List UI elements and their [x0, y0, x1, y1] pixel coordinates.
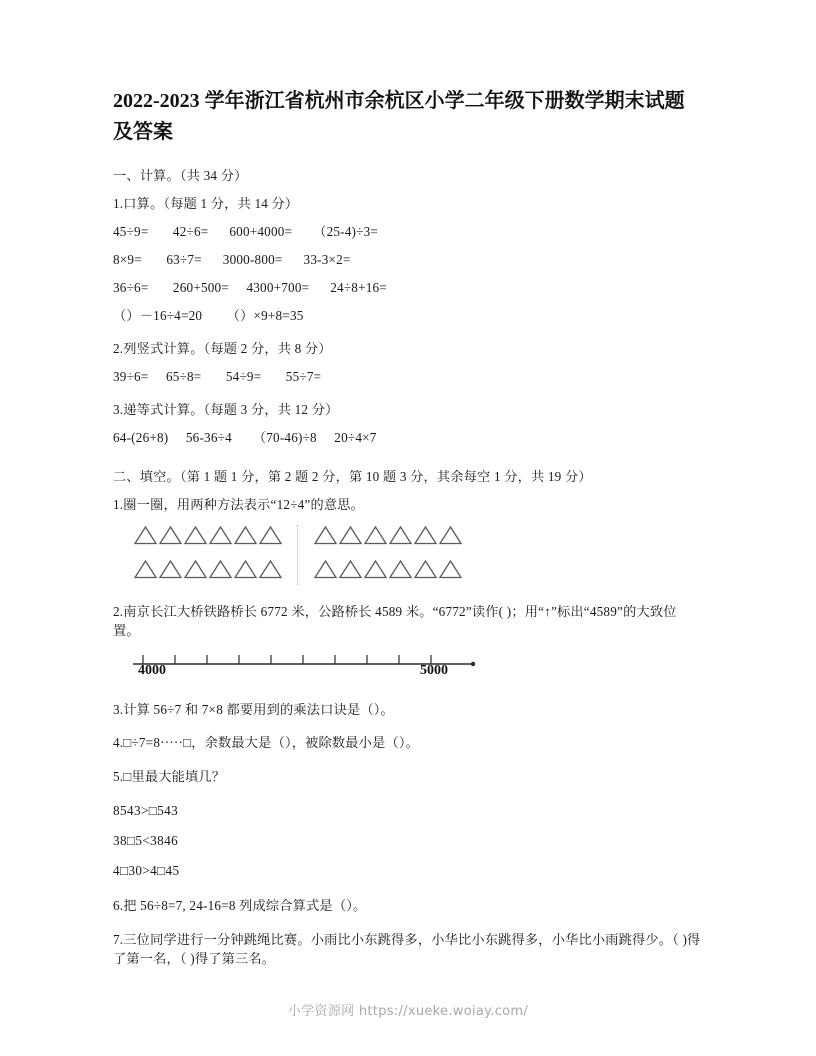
triangle-icon [233, 524, 258, 546]
triangle-icon [183, 524, 208, 546]
inequality-line-2: 38□5<3846 [113, 833, 179, 848]
question-3: 3.计算 56÷7 和 7×8 都要用到的乘法口诀是（）。 [113, 701, 394, 717]
triangle-icon [158, 558, 183, 580]
inequality-line-3: 4□30>4□45 [113, 863, 180, 878]
triangle-icon [363, 524, 388, 546]
page-title: 2022-2023 学年浙江省杭州市余杭区小学二年级下册数学期末试题及答案 [113, 90, 685, 143]
question-5: 5.□里最大能填几？ [113, 768, 226, 784]
oral-calc-row-1: 45÷9= 42÷6= 600+4000= （25-4)÷3= [113, 224, 379, 239]
question-6: 6.把 56÷8=7, 24-16=8 列成综合算式是（）。 [113, 898, 367, 913]
triangle-icon [438, 524, 463, 546]
triangle-icon [258, 524, 283, 546]
triangle-icon [183, 558, 208, 580]
oral-calc-row-4: （）－16÷4=20 （）×9+8=35 [113, 308, 304, 323]
triangle-icon [233, 558, 258, 580]
triangle-icon [133, 558, 158, 580]
number-line-end-label: 5000 [420, 662, 448, 678]
triangle-icon [313, 558, 338, 580]
group-divider [297, 525, 298, 585]
triangle-icon [438, 558, 463, 580]
vertical-calc-row-1: 39÷6= 65÷8= 54÷9= 55÷7= [113, 369, 322, 384]
triangle-icon [133, 524, 158, 546]
triangle-row [133, 558, 288, 586]
triangle-icon [208, 524, 233, 546]
triangle-icon [258, 558, 283, 580]
triangle-icon [413, 558, 438, 580]
subsection-2-heading: 2.列竖式计算。（每题 2 分，共 8 分） [113, 341, 332, 356]
triangle-icon [388, 558, 413, 580]
oral-calc-row-3: 36÷6= 260+500= 4300+700= 24÷8+16= [113, 280, 387, 295]
triangle-group-right [313, 524, 468, 592]
triangle-row [313, 524, 468, 552]
subsection-3-heading: 3.递等式计算。（每题 3 分，共 12 分） [113, 402, 339, 417]
section-two-heading: 二、填空。（第 1 题 1 分，第 2 题 2 分，第 10 题 3 分，其余每空 1 分，共 19 分） [113, 469, 592, 484]
triangle-row [133, 524, 288, 552]
question-2: 2.南京长江大桥铁路桥长 6772 米，公路桥长 4589 米。“6772”读作( )；用“↑”标出“4589”的大致位置。 [113, 603, 677, 638]
triangle-icon [363, 558, 388, 580]
triangle-icon [338, 524, 363, 546]
triangle-icon [338, 558, 363, 580]
triangle-group-left [133, 524, 288, 592]
question-7: 7.三位同学进行一分钟跳绳比赛。小雨比小东跳得多，小华比小东跳得多，小华比小雨跳得少。（ )得了第一名，（ )得了第三名。 [113, 931, 701, 966]
number-line-start-label: 4000 [138, 662, 166, 678]
triangle-row [313, 558, 468, 586]
number-line-figure [127, 650, 487, 686]
triangle-icon [413, 524, 438, 546]
question-1: 1.圈一圈，用两种方法表示“12÷4”的意思。 [113, 497, 365, 512]
triangle-icon [158, 524, 183, 546]
oral-calc-row-2: 8×9= 63÷7= 3000-800= 33-3×2= [113, 252, 351, 267]
section-one-heading: 一、计算。（共 34 分） [113, 168, 248, 183]
triangle-icon [313, 524, 338, 546]
footer-watermark: 小学资源网 https://xueke.woiay.com/ [287, 1004, 529, 1019]
document-body [113, 86, 703, 978]
question-4: 4.□÷7=8·····□，余数最大是（），被除数最小是（）。 [113, 735, 420, 750]
triangle-groups-figure [127, 524, 477, 588]
triangle-icon [208, 558, 233, 580]
stepwise-calc-row-1: 64-(26+8) 56-36÷4 （70-46)÷8 20÷4×7 [113, 430, 377, 445]
subsection-1-heading: 1.口算。（每题 1 分，共 14 分） [113, 196, 299, 211]
inequality-line-1: 8543>□543 [113, 803, 179, 818]
triangle-icon [388, 524, 413, 546]
